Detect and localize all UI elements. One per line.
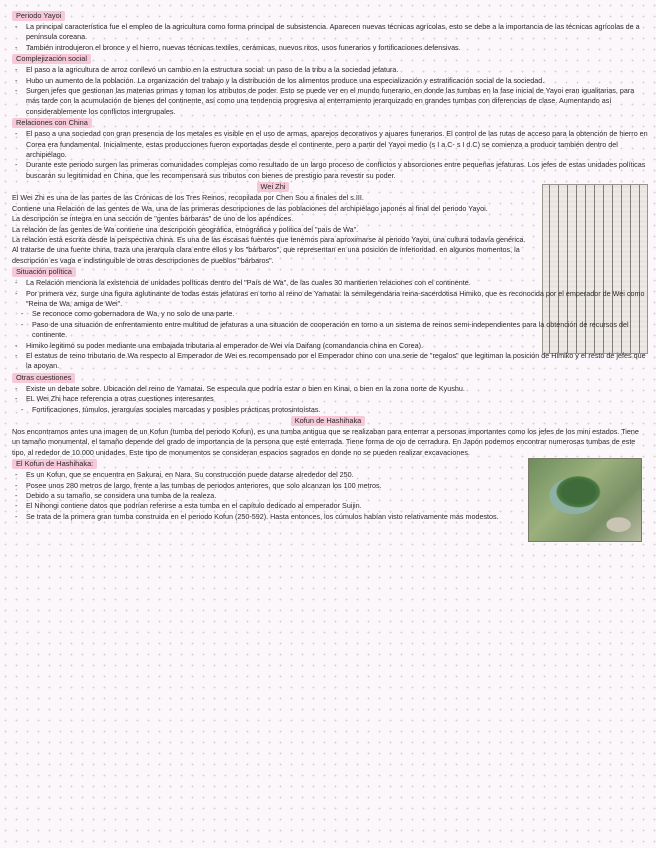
list-item: - Posee unos 280 metros de largo, frente a las tumbas de periodos anteriores, que solo alcanzan los 100 metros. bbox=[26, 481, 506, 491]
sub-list-item: - Se reconoce como gobernadora de Wa, y no solo de una parte. bbox=[32, 309, 648, 319]
weizhi-paragraph: La descripción se integra en una sección de "gentes bárbaras" de uno de los apéndices. bbox=[12, 214, 294, 224]
list-item: - EL Wei Zhi hace referencia a otras cuestiones interesantes bbox=[26, 394, 648, 404]
heading-periodo-yayoi: Periodo Yayoi bbox=[12, 11, 65, 21]
list-item: - Se trata de la primera gran tumba construida en el periodo Kofun (250-592). Hasta entonces, los cúmulos habían visto relativamente más modestos. bbox=[26, 512, 506, 522]
list-item: - El paso a una sociedad con gran presencia de los metales es visible en el uso de armas, aparejos decorativos y ajuares funerarios. El control de las rutas de acceso para la obtención de hierro en Corea era fundamental. Inicialmente, estas producciones fueron exportadas desde el continente, pero a partir del Yayoi medio (s I a.C- s I d.C) se comienza a producir también dentro del archipiélago. bbox=[26, 129, 648, 160]
china-list bbox=[8, 129, 648, 181]
weizhi-paragraph: La relación está escrita desde la perspectiva china. Es una de las escasas fuentes que tenemos para aproximarse al periodo Yayoi, una cultura todavía genérica. bbox=[12, 234, 526, 244]
yayoi-list bbox=[8, 22, 648, 53]
weizhi-section bbox=[8, 182, 648, 266]
politica-list bbox=[8, 278, 648, 309]
list-item: - Himiko legitimó su poder mediante una embajada tributaria al emperador de Wei vía Daifang (comandancia china en Corea). bbox=[26, 341, 648, 351]
politica-list-after bbox=[8, 341, 648, 372]
otras-sublist bbox=[8, 405, 648, 415]
heading-wei-zhi: Wei Zhi bbox=[257, 182, 290, 192]
weizhi-paragraph: El Wei Zhi es una de las partes de las Crónicas de los Tres Reinos, recopilada por Chen Sou a finales del s.III. bbox=[12, 193, 364, 203]
list-item: - El paso a la agricultura de arroz conllevó un cambio en la estructura social: un paso de la tribu a la sociedad jefatura. bbox=[26, 65, 648, 75]
list-item: - Es un Kofun, que se encuentra en Sakurai, en Nara. Su construcción puede datarse alrededor del 250. bbox=[26, 470, 506, 480]
list-item: - Por primera vez, surge una figura aglutinante de todas estas jefaturas en torno al reino de Yamatai: la semilegendaria reina-sacerdotisa Himiko, que es reconocida por el emperador de Wei como "Reina de Wa, amiga de Wei". bbox=[26, 289, 648, 310]
list-item: - El Nihongi contiene datos que podrían referirse a esta tumba en el capítulo dedicado al emperador Suijin. bbox=[26, 501, 506, 511]
list-item: - La Relación menciona la existencia de unidades políticas dentro del "País de Wa", de las cuales 30 mantienen relaciones con el continente. bbox=[26, 278, 648, 288]
weizhi-paragraph: Al tratarse de una fuente china, traza una jerarquía clara entre ellos y los "bárbaros", que representan en una posición de inferioridad. en algunos momentos, la descripción es vaga e indistinguible de otras descripciones de pueblos "bárbaros". bbox=[12, 245, 520, 265]
list-item: - Surgen jefes que gestionan las materias primas y toman los atributos de poder. Esto se puede ver en el mundo funerario, en donde las tumbas en la fase inicial de Yayoi eran igualitarias, para más tarde con la acumulación de bienes del continente, así como una tendencia progresiva al enterramiento jerarquizado en grandes tumbas con diferencias de clase. Aumentando así considerablemente los conflictos intergrupales. bbox=[26, 86, 648, 117]
kofun-paragraph: Nos encontramos antes una imagen de un Kofun (tumba del periodo Kofun), es una tumba antigua que se realizaban para enterrar a personas importantes como los jefes de los mini estados. Tiene un tamaño monumental, el tamaño depende del grado de importancia de la persona que esté enterrada. Tiene forma de ojo de cerradura. En Japón podemos encontrar numerosas tumbas de este tipo, al rededor de 10.000 unidades. Este tipo de monumentos se consideran espacios sagrados en donde no se pueden realizar excavaciones. bbox=[12, 427, 639, 457]
sub-list-item: - Fortificaciones, túmulos, jerarquías sociales marcadas y posibles prácticas protosintoístas. bbox=[32, 405, 648, 415]
kofun-aerial-image bbox=[528, 458, 642, 542]
list-item: - Debido a su tamaño, se considera una tumba de la realeza. bbox=[26, 491, 506, 501]
list-item: - La principal característica fue el empleo de la agricultura como forma principal de subsistencia. Aparecen nuevas técnicas agrícolas, esto se debe a la importancia de las técnicas agrícolas de a península coreana. bbox=[26, 22, 648, 43]
heading-complejizacion-social: Complejización social bbox=[12, 54, 91, 64]
politica-sublist bbox=[8, 309, 648, 340]
list-item: - También introdujeron el bronce y el hierro, nuevas técnicas textiles, cerámicas, nuevos ritos, usos funerarios y fortificaciones defensivas. bbox=[26, 43, 648, 53]
kofun-details bbox=[8, 458, 648, 522]
list-item: - Existe un debate sobre. Ubicación del reino de Yamatai. Se especula que podría estar o bien en Kinai, o bien en la zona norte de Kyushu. bbox=[26, 384, 648, 394]
social-list bbox=[8, 65, 648, 117]
list-item: - Hubo un aumento de la población. La organización del trabajo y la distribución de los alimentos produce una especialización y estratificación social de la sociedad. bbox=[26, 76, 648, 86]
weizhi-paragraph: La relación de las gentes de Wa contiene una descripción geográfica, etnográfica y política del "país de Wa". bbox=[12, 224, 359, 234]
notes-page bbox=[8, 10, 648, 522]
weizhi-paragraph: Contiene una Relación de las gentes de Wa, una de las primeras descripciones de las poblaciones del archipiélago japonés al final del periodo Yayoi. bbox=[12, 203, 488, 213]
heading-relaciones-china: Relaciones con China bbox=[12, 118, 92, 128]
list-item: - El estatus de reino tributario de Wa respecto al Emperador de Wei es recompensado por el Emperador chino con una serie de "regalos" que legitiman la posición de Himiko y el resto de jefes que la apoyan. bbox=[26, 351, 648, 372]
heading-kofun-subtitle: El Kofun de Hashihaka: bbox=[12, 459, 97, 469]
kofun-list bbox=[8, 470, 506, 522]
otras-list bbox=[8, 384, 648, 405]
list-item: - Durante este periodo surgen las primeras comunidades complejas como resultado de un largo proceso de conflictos y absorciones entre pequeñas jefaturas. Los jefes de estas unidades políticas buscarán su legitimidad en China, que les recompensará sus tributos con bienes de prestigio para revestir su poder. bbox=[26, 160, 648, 181]
heading-kofun-hashihaka: Kofun de Hashihaka bbox=[291, 416, 366, 426]
heading-situacion-politica: Situación política bbox=[12, 267, 76, 277]
heading-otras-cuestiones: Otras cuestiones bbox=[12, 373, 75, 383]
sub-list-item: - Paso de una situación de enfrentamiento entre multitud de jefaturas a una situación de cooperación en torno a un sistema de reinos semi-independientes para la obtención de recursos del continente. bbox=[32, 320, 648, 341]
